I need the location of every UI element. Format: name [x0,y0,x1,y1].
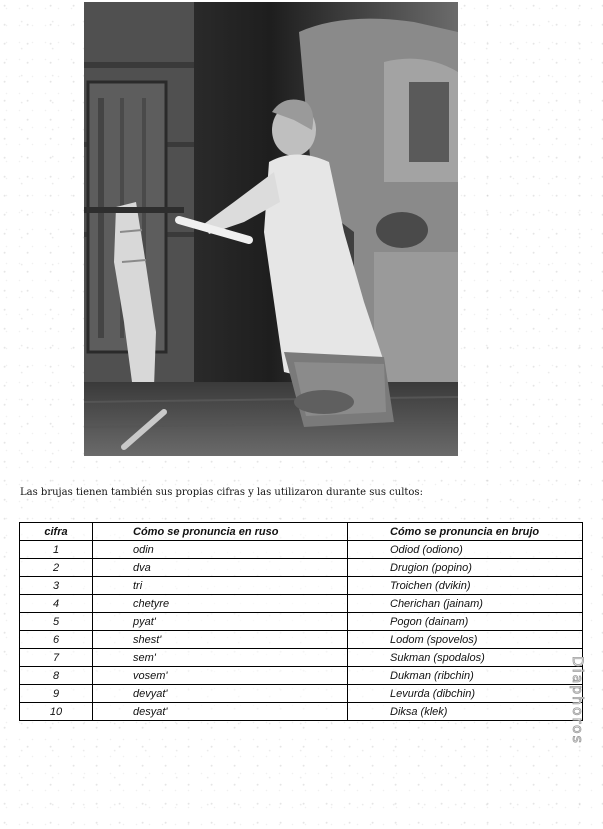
cell-cifra: 3 [20,577,93,595]
cell-cifra: 5 [20,613,93,631]
intro-text: Las brujas tienen también sus propias cifras y las utilizaron durante sus cultos: [20,487,423,498]
cell-brujo: Troichen (dvikin) [348,577,583,595]
cell-brujo: Lodom (spovelos) [348,631,583,649]
header-brujo: Cómo se pronuncia en brujo [348,523,583,541]
cell-ruso: dva [93,559,348,577]
table-row [20,595,583,613]
table-row [20,541,583,559]
cell-cifra: 10 [20,703,93,721]
cell-brujo: Diksa (klek) [348,703,583,721]
cell-brujo: Cherichan (jainam) [348,595,583,613]
cell-cifra: 1 [20,541,93,559]
cell-cifra: 9 [20,685,93,703]
cell-ruso: tri [93,577,348,595]
cell-ruso: vosem' [93,667,348,685]
witch-photo [84,2,458,456]
header-cifra: cifra [20,523,93,541]
numbers-table [19,522,583,721]
cell-cifra: 2 [20,559,93,577]
header-ruso: Cómo se pronuncia en ruso [93,523,348,541]
cell-ruso: sem' [93,649,348,667]
watermark: Diaphoros [569,656,585,745]
cell-ruso: shest' [93,631,348,649]
table-row [20,649,583,667]
table-header-row [20,523,583,541]
table-row [20,613,583,631]
cell-brujo: Sukman (spodalos) [348,649,583,667]
cell-cifra: 7 [20,649,93,667]
table-row [20,577,583,595]
witch-photo-illustration [84,2,458,456]
cell-ruso: pyat' [93,613,348,631]
cell-ruso: devyat' [93,685,348,703]
cell-brujo: Drugion (popino) [348,559,583,577]
table-row [20,559,583,577]
cell-ruso: odin [93,541,348,559]
table-row [20,631,583,649]
cell-cifra: 6 [20,631,93,649]
cell-brujo: Odiod (odiono) [348,541,583,559]
table-row [20,667,583,685]
cell-brujo: Dukman (ribchin) [348,667,583,685]
table-row [20,685,583,703]
table-row [20,703,583,721]
cell-cifra: 8 [20,667,93,685]
cell-cifra: 4 [20,595,93,613]
cell-brujo: Levurda (dibchin) [348,685,583,703]
cell-brujo: Pogon (dainam) [348,613,583,631]
cell-ruso: chetyre [93,595,348,613]
cell-ruso: desyat' [93,703,348,721]
